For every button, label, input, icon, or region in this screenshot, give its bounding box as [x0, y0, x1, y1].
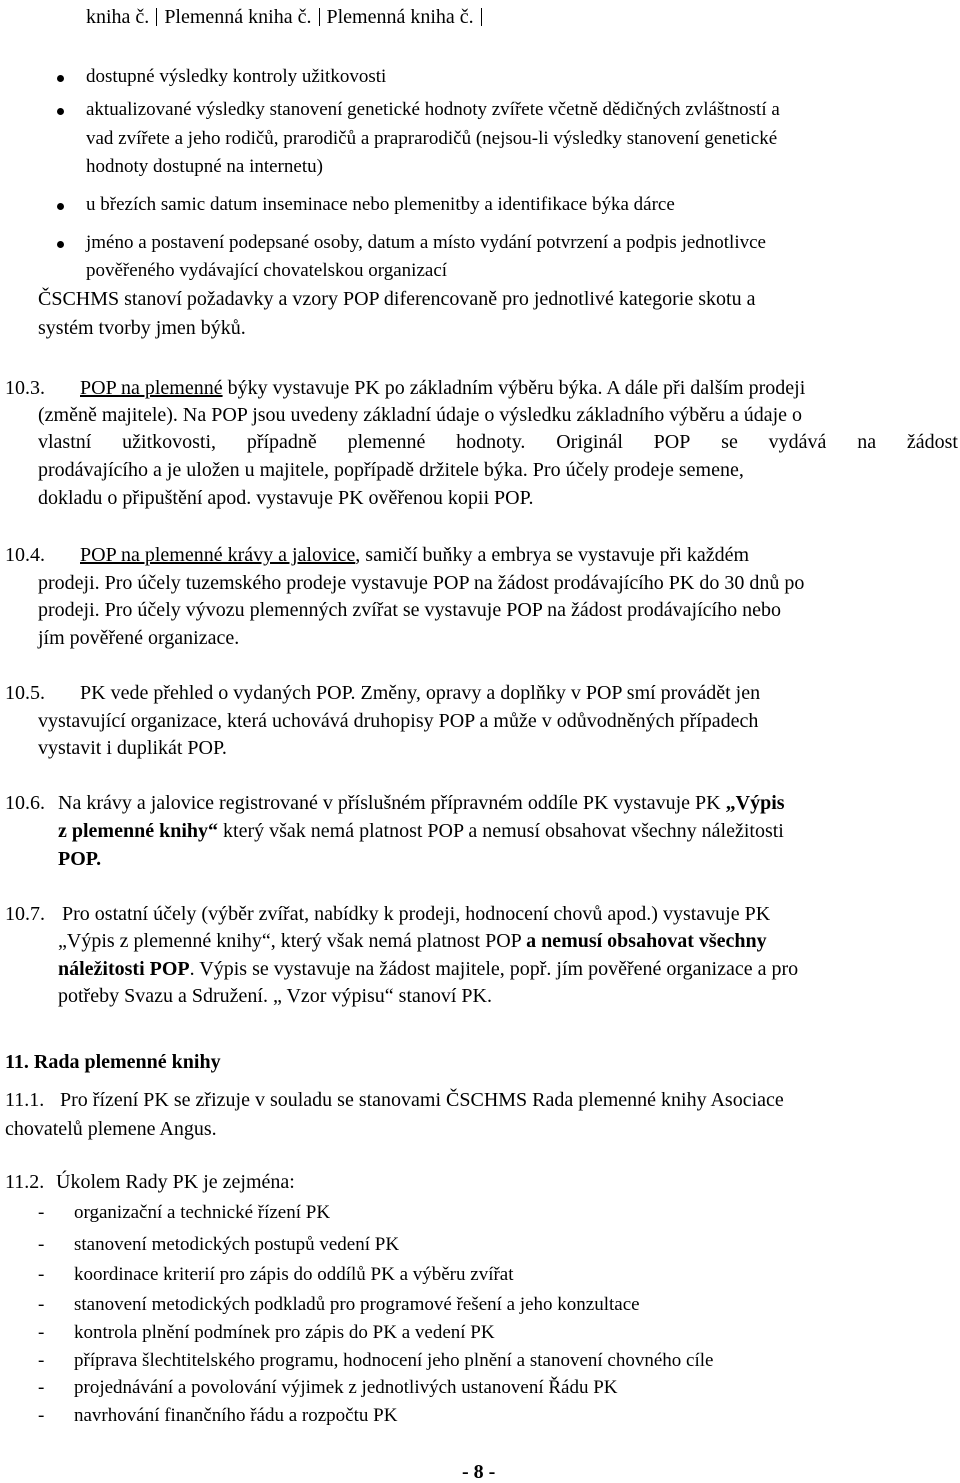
paragraph-text: Na krávy a jalovice registrované v příslušném přípravném oddíle PK vystavuje PK: [58, 792, 726, 814]
word: na: [857, 431, 877, 453]
paragraph-line: PK vede přehled o vydaných POP. Změny, opravy a doplňky v POP smí provádět jen: [80, 682, 761, 704]
dash-marker: -: [38, 1202, 45, 1223]
paragraph-number: 10.4.: [5, 544, 45, 566]
word: plemenné: [347, 431, 426, 453]
bold-text: náležitosti POP: [58, 958, 190, 980]
dash-marker: -: [38, 1350, 45, 1371]
cschms-note-line: systém tvorby jmen býků.: [38, 317, 246, 339]
paragraph-number: 10.5.: [5, 682, 45, 704]
word: se: [721, 431, 738, 453]
bullet-line: pověřeného vydávající chovatelskou organizací: [86, 260, 448, 281]
bold-text: „Výpis: [725, 792, 785, 814]
paragraph-line: [80, 378, 805, 398]
paragraph-line: vystavit i duplikát POP.: [38, 737, 227, 759]
list-item: stanovení metodických postupů vedení PK: [74, 1234, 400, 1255]
paragraph-line: jím pověřené organizace.: [38, 627, 240, 649]
word: případně: [246, 431, 317, 453]
page-number: - 8 -: [462, 1461, 496, 1483]
bold-text: a nemusí obsahovat všechny: [526, 930, 767, 952]
paragraph-line: prodávajícího a je uložen u majitele, popřípadě držitele býka. Pro účely prodeje semene,: [38, 459, 744, 481]
section-heading: 11. Rada plemenné knihy: [5, 1051, 221, 1073]
bullet-line: vad zvířete a jeho rodičů, prarodičů a praprarodičů (nejsou-li výsledky stanovení genetické: [86, 128, 778, 149]
paragraph-line: prodeji. Pro účely tuzemského prodeje vystavuje POP na žádost prodávajícího PK do 30 dnů po: [38, 572, 805, 594]
list-item: koordinace kriterií pro zápis do oddílů PK a výběru zvířat: [74, 1264, 514, 1285]
underlined-term: POP na plemenné: [80, 377, 223, 399]
paragraph-text: „Výpis z plemenné knihy“, který však nemá platnost POP: [58, 930, 527, 952]
paragraph-line: [38, 432, 958, 452]
bullet-line: hodnoty dostupné na internetu): [86, 156, 323, 177]
paragraph-number: 10.6.: [5, 792, 45, 814]
dash-marker: -: [38, 1322, 45, 1343]
paragraph-text: který však nemá platnost POP a nemusí obsahovat všechny náležitosti: [218, 820, 784, 842]
bullet-line: jméno a postavení podepsané osoby, datum a místo vydání potvrzení a podpis jednotlivce: [86, 232, 766, 253]
header-fragment: Plemenná kniha č.: [164, 6, 312, 28]
word: užitkovosti,: [122, 431, 217, 453]
paragraph-text: býky vystavuje PK po základním výběru býka. A dále při dalším prodeji: [222, 377, 806, 399]
bullet-icon: [57, 108, 64, 115]
paragraph-line: [58, 793, 785, 813]
bullet-line: u březích samic datum inseminace nebo plemenitby a identifikace býka dárce: [86, 194, 675, 215]
paragraph-text: . Výpis se vystavuje na žádost majitele, popř. jím pověřené organizace a pro: [189, 958, 799, 980]
paragraph-number: 10.7.: [5, 903, 45, 925]
paragraph-line: [58, 931, 767, 951]
dash-marker: -: [38, 1405, 45, 1426]
list-item: organizační a technické řízení PK: [74, 1202, 331, 1223]
bullet-icon: [57, 203, 64, 210]
list-item: stanovení metodických podkladů pro programové řešení a jeho konzultace: [74, 1294, 640, 1315]
header-separator: [156, 8, 157, 26]
word: Originál: [556, 431, 623, 453]
bullet-line: aktualizované výsledky stanovení genetické hodnoty zvířete včetně dědičných zvláštností a: [86, 99, 780, 120]
paragraph-line: chovatelů plemene Angus.: [5, 1118, 217, 1140]
paragraph-line: (změně majitele). Na POP jsou uvedeny základní údaje o výsledku základního výběru a údaje o: [38, 404, 803, 426]
underlined-term: POP na plemenné krávy a jalovice: [80, 544, 356, 566]
list-item: projednávání a povolování výjimek z jednotlivých ustanovení Řádu PK: [74, 1377, 618, 1398]
header-fragments: [86, 7, 489, 27]
bold-text: z plemenné knihy“: [58, 820, 219, 842]
paragraph-number: 11.2.: [5, 1171, 45, 1193]
header-separator: [319, 8, 320, 26]
paragraph-line: Pro řízení PK se zřizuje v souladu se stanovami ČSCHMS Rada plemenné knihy Asociace: [60, 1089, 784, 1111]
dash-marker: -: [38, 1377, 45, 1398]
paragraph-line: vystavující organizace, která uchovává druhopisy POP a může v odůvodněných případech: [38, 710, 759, 732]
word: žádost: [906, 431, 958, 453]
word: vlastní: [38, 431, 92, 453]
paragraph-line: [80, 545, 749, 565]
paragraph-line: [58, 959, 798, 979]
cschms-note-line: ČSCHMS stanoví požadavky a vzory POP diferencovaně pro jednotlivé kategorie skotu a: [38, 288, 756, 310]
dash-marker: -: [38, 1234, 45, 1255]
paragraph-line: prodeji. Pro účely vývozu plemenných zvířat se vystavuje POP na žádost prodávajícího nebo: [38, 599, 781, 621]
paragraph-number: 10.3.: [5, 377, 45, 399]
header-fragment: kniha č.: [86, 6, 150, 28]
list-item: kontrola plnění podmínek pro zápis do PK a vedení PK: [74, 1322, 495, 1343]
word: hodnoty.: [456, 431, 526, 453]
paragraph-text: , samičí buňky a embrya se vystavuje při každém: [355, 544, 750, 566]
bullet-icon: [57, 75, 64, 82]
dash-marker: -: [38, 1294, 45, 1315]
paragraph-line: [58, 821, 784, 841]
list-item: příprava šlechtitelského programu, hodnocení jeho plnění a stanovení chovného cíle: [74, 1350, 714, 1371]
dash-marker: -: [38, 1264, 45, 1285]
paragraph-line: POP.: [58, 848, 102, 870]
bullet-line: dostupné výsledky kontroly užitkovosti: [86, 66, 387, 87]
header-separator: [481, 8, 482, 26]
paragraph-line: dokladu o připuštění apod. vystavuje PK ověřenou kopii POP.: [38, 487, 534, 509]
word: POP: [653, 431, 691, 453]
list-item: navrhování finančního řádu a rozpočtu PK: [74, 1405, 398, 1426]
paragraph-line: potřeby Svazu a Sdružení. „ Vzor výpisu“ stanoví PK.: [58, 985, 492, 1007]
header-fragment: Plemenná kniha č.: [326, 6, 474, 28]
bullet-icon: [57, 241, 64, 248]
paragraph-intro: Úkolem Rady PK je zejména:: [56, 1171, 295, 1193]
word: vydává: [768, 431, 827, 453]
paragraph-number: 11.1.: [5, 1089, 45, 1111]
paragraph-line: Pro ostatní účely (výběr zvířat, nabídky k prodeji, hodnocení chovů apod.) vystavuje PK: [62, 903, 771, 925]
